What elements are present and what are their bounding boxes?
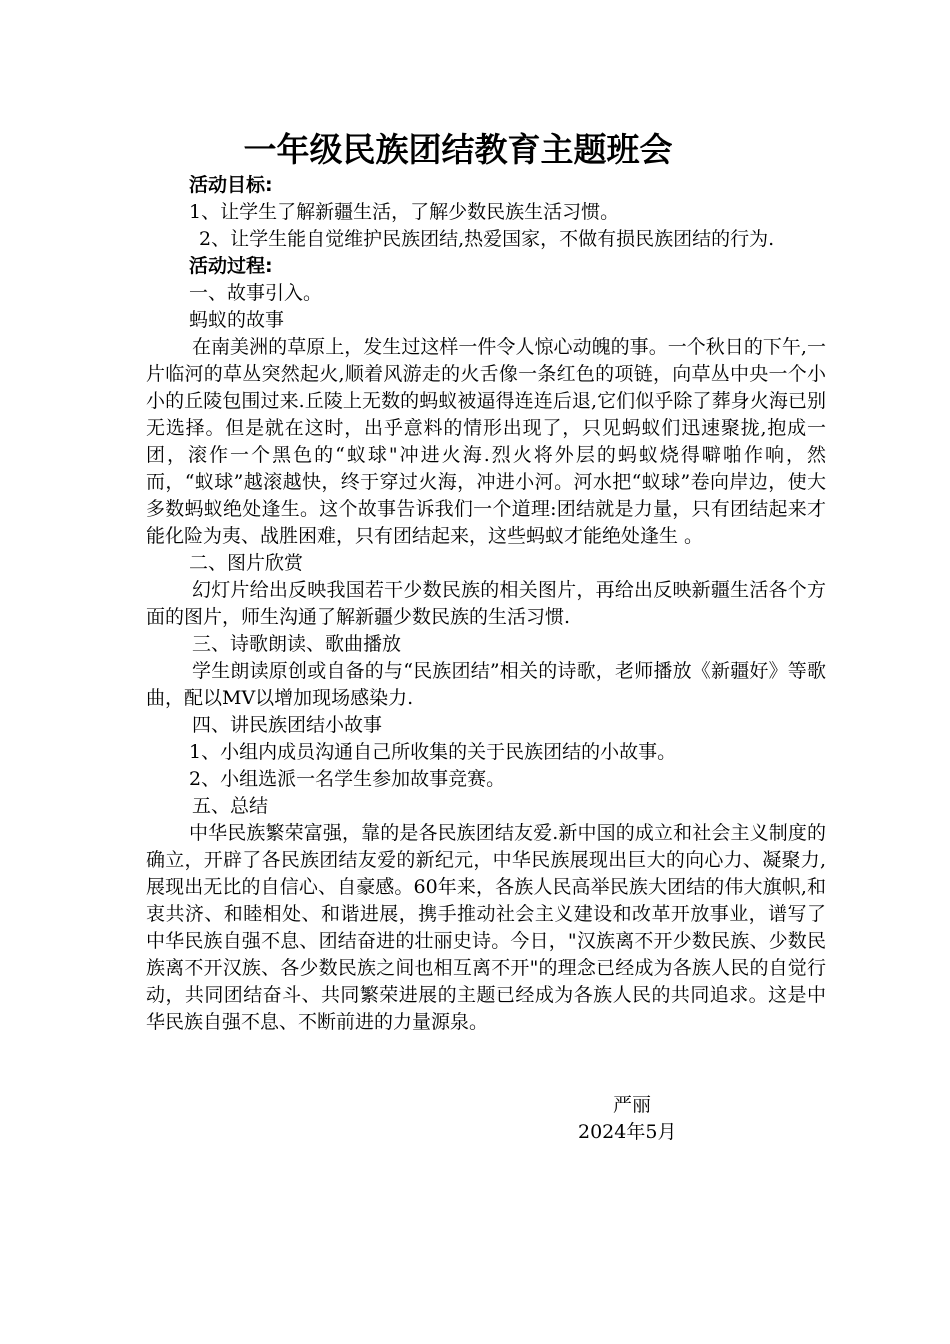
section-1-body: 在南美洲的草原上，发生过这样一件令人惊心动魄的事。一个秋日的下午,一片临河的草丛突然起火,顺着风游走的火舌像一条红色的项链，向草丛中央一个小小的丘陵包围过来.丘陵上无数的蚂蚁被逼得连连后退,它们似乎除了葬身火海已别无选择。但是就在这时，出乎意料的情形出现了，只见蚂蚁们迅速聚拢,抱成一团，滚作一个黑色的“蚁球"冲进火海.烈火将外层的蚂蚁烧得噼啪作响，然而，“蚁球”越滚越快，终于穿过火海，冲进小河。河水把“蚁球”卷向岸边，使大多数蚂蚁绝处逢生。这个故事告诉我们一个道理:团结就是力量，只有团结起来才能化险为夷、战胜困难，只有团结起来，这些蚂蚁才能绝处逢生 。 <box>146 336 826 547</box>
document-body <box>146 172 826 1036</box>
section-2-body: 幻灯片给出反映我国若干少数民族的相关图片，再给出反映新疆生活各个方面的图片，师生沟通了解新疆少数民族的生活习惯. <box>146 579 826 628</box>
goal-item-1: 1、让学生了解新疆生活，了解少数民族生活习惯。 <box>189 201 620 223</box>
process-heading: 活动过程: <box>189 255 273 277</box>
document-title: 一年级民族团结教育主题班会 <box>243 130 673 169</box>
section-5-title: 五、总结 <box>192 795 269 817</box>
goal-heading: 活动目标: <box>189 174 273 196</box>
section-2-title: 二、图片欣赏 <box>189 552 304 574</box>
section-5-body: 中华民族繁荣富强，靠的是各民族团结友爱.新中国的成立和社会主义制度的确立，开辟了各民族团结友爱的新纪元，中华民族展现出巨大的向心力、凝聚力,展现出无比的自信心、自豪感。60年来，各族人民高举民族大团结的伟大旗帜,和衷共济、和睦相处、和谐进展，携手推动社会主义建设和改革开放事业，谱写了中华民族自强不息、团结奋进的壮丽史诗。今日，"汉族离不开少数民族、少数民族离不开汉族、各少数民族之间也相互离不开"的理念已经成为各族人民的自觉行动，共同团结奋斗、共同繁荣进展的主题已经成为各族人民的共同追求。这是中华民族自强不息、不断前进的力量源泉。 <box>146 822 826 1033</box>
section-4-item-1: 1、小组内成员沟通自己所收集的关于民族团结的小故事。 <box>189 741 677 763</box>
signature-date: 2024年5月 <box>578 1121 677 1143</box>
section-4-item-2: 2、小组选派一名学生参加故事竞赛。 <box>189 768 506 790</box>
signature-name: 严丽 <box>613 1094 652 1116</box>
section-3-body: 学生朗读原创或自备的与“民族团结”相关的诗歌，老师播放《新疆好》等歌曲，配以MV以增加现场感染力. <box>146 660 826 709</box>
section-4-title: 四、讲民族团结小故事 <box>192 714 383 736</box>
section-1-subtitle: 蚂蚁的故事 <box>189 309 285 331</box>
goal-item-2: 2、让学生能自觉维护民族团结,热爱国家，不做有损民族团结的行为. <box>199 228 775 250</box>
section-3-title: 三、诗歌朗读、歌曲播放 <box>192 633 402 655</box>
section-1-title: 一、故事引入。 <box>189 282 323 304</box>
